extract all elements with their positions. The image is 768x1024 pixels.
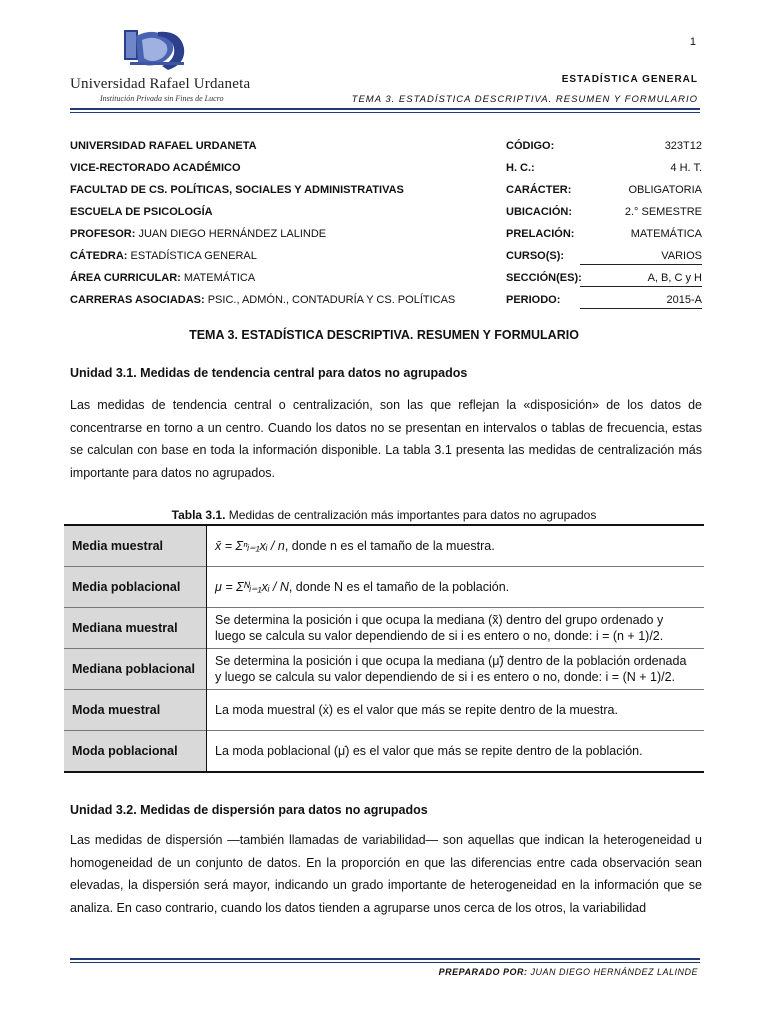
page-number: 1 [689,36,696,48]
table-key: Mediana poblacional [64,649,207,690]
table-key: Moda muestral [64,690,207,731]
table-key: Media muestral [64,525,207,567]
sample-mean-formula: x̄ = Σⁿᵢ₌₁xᵢ / n [215,539,285,553]
table-row [64,608,704,649]
info-row: ESCUELA DE PSICOLOGÍA [70,206,213,218]
table-row [64,731,704,773]
population-mean-formula: μ = Σᴺᵢ₌₁xᵢ / N [215,580,289,594]
header-rule-thin [70,112,700,113]
info-sections: SECCIÓN(ES): A, B, C y H [506,267,702,289]
table-row [64,649,704,690]
header-rule [70,108,700,110]
info-courses: CURSO(S): VARIOS [506,245,702,267]
info-row: UNIVERSIDAD RAFAEL URDANETA [70,140,257,152]
course-info-left [70,135,455,311]
table-row [64,567,704,608]
footer-credit: PREPARADO POR: JUAN DIEGO HERNÁNDEZ LALINDE [438,967,698,977]
course-info-right [506,135,702,311]
central-tendency-table [64,524,704,773]
info-code: CÓDIGO: 323T12 [506,140,702,152]
info-row-catedra: CÁTEDRA: ESTADÍSTICA GENERAL [70,250,257,262]
table-value: μ = Σᴺᵢ₌₁xᵢ / N, donde N es el tamaño de la población. [207,567,705,608]
table-value: Se determina la posición i que ocupa la mediana (x̃) dentro del grupo ordenado y luego se calcula su valor dependiendo de si i es entero o no, donde: i = (n + 1)/2. [207,608,705,649]
info-row-area: ÁREA CURRICULAR: MATEMÁTICA [70,272,256,284]
table-row [64,525,704,567]
info-row-careers: CARRERAS ASOCIADAS: PSIC., ADMÓN., CONTADURÍA Y CS. POLÍTICAS [70,294,456,306]
info-location: UBICACIÓN: 2.° SEMESTRE [506,206,702,218]
info-prelation: PRELACIÓN: MATEMÁTICA [506,228,702,240]
table-value: La moda muestral (ẋ) es el valor que más se repite dentro de la muestra. [207,690,705,731]
info-character: CARÁCTER: OBLIGATORIA [506,184,702,196]
logo-graphic-icon [122,26,188,76]
footer-rule-thin [70,962,700,963]
main-title: TEMA 3. ESTADÍSTICA DESCRIPTIVA. RESUMEN Y FORMULARIO [189,328,579,342]
unit2-title: Unidad 3.2. Medidas de dispersión para datos no agrupados [70,803,428,817]
info-period: PERIODO: 2015-A [506,289,702,311]
institution-subtitle: Institución Privada sin Fines de Lucro [100,94,224,103]
info-row: VICE-RECTORADO ACADÉMICO [70,162,241,174]
table-value: x̄ = Σⁿᵢ₌₁xᵢ / n, donde n es el tamaño de la muestra. [207,525,705,567]
table-caption: Tabla 3.1. Medidas de centralización más importantes para datos no agrupados [171,508,597,522]
footer-rule [70,958,700,960]
unit1-paragraph: Las medidas de tendencia central o centralización, son las que reflejan la «disposición» de los datos de concentrarse en torno a un centro. Cuando los datos no se presentan en intervalos o tablas de frecuencia, estas se calculan con base en toda la información disponible. La tabla 3.1 presenta las medidas de centralización más importante para datos no agrupados. [70,398,702,480]
table-row [64,690,704,731]
info-row: FACULTAD DE CS. POLÍTICAS, SOCIALES Y ADMINISTRATIVAS [70,184,404,196]
table-key: Mediana muestral [64,608,207,649]
table-key: Media poblacional [64,567,207,608]
university-name: Universidad Rafael Urdaneta [70,76,251,92]
unit2-paragraph: Las medidas de dispersión —también llamadas de variabilidad— son aquellas que indican la heterogeneidad u homogeneidad de un conjunto de datos. En la proporción en que las diferencias entre cada observación sean elevadas, la dispersión será mayor, indicando un grado importante de heterogeneidad en la información que se analiza. En caso contrario, cuando los datos tienden a agruparse unos cerca de los otros, la variabilidad [70,833,702,915]
info-hc: H. C.: 4 H. T. [506,162,702,174]
unit1-title: Unidad 3.1. Medidas de tendencia central para datos no agrupados [70,366,468,380]
info-row-professor: PROFESOR: JUAN DIEGO HERNÁNDEZ LALINDE [70,228,327,240]
table-value: La moda poblacional (μ̇) es el valor que más se repite dentro de la población. [207,731,705,773]
table-key: Moda poblacional [64,731,207,773]
table-value: Se determina la posición i que ocupa la mediana (μ̃) dentro de la población ordenada y luego se calcula su valor dependiendo de si i es entero o no, donde: i = (N + 1)/2. [207,649,705,690]
topic-title: TEMA 3. ESTADÍSTICA DESCRIPTIVA. RESUMEN Y FORMULARIO [351,94,698,105]
course-title: ESTADÍSTICA GENERAL [561,74,698,85]
